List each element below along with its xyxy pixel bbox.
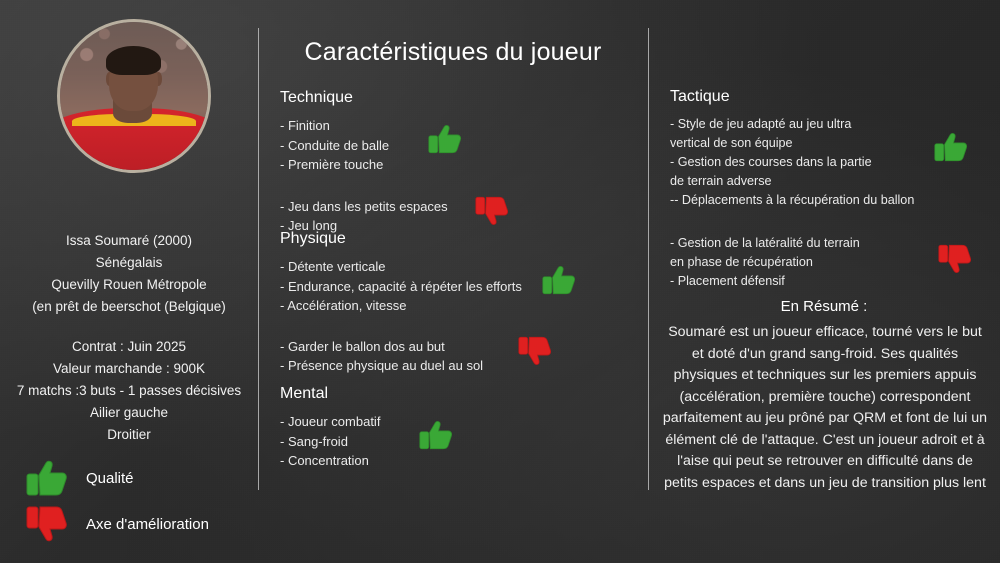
legend [26,455,256,547]
section-physique [280,230,640,376]
bullet-item: - Première touche [280,157,384,172]
section-physique-negatives [280,337,640,376]
section-technique [280,89,640,236]
thumbs-down-icon [475,196,509,226]
bullet-item: - Endurance, capacité à répéter les efforts [280,278,522,294]
section-mental-heading: Mental [280,385,329,402]
thumbs-up-icon [26,460,68,496]
section-technique-positives [280,116,640,175]
player-name: Issa Soumaré (2000) [65,233,193,248]
bullet-item: - Jeu long [280,218,338,233]
legend-row-negative [26,501,256,547]
section-tactique [670,88,1000,291]
player-foot: Droitier [107,427,151,442]
bullet-item: - Style de jeu adapté au jeu ultra [670,117,852,131]
section-tactique-negatives [670,234,1000,291]
bullet-item: - Concentration [280,453,369,468]
player-profile-column [0,0,258,563]
section-tactique-positives [670,115,1000,210]
bullet-item: de terrain adverse [670,174,772,188]
bullet-item: - Présence physique au duel au sol [280,358,484,373]
thumbs-up-icon [428,124,462,154]
player-loan: (en prêt de beerschot (Belgique) [32,299,226,314]
resume-heading: En Résumé : [780,298,868,315]
player-nationality: Sénégalais [95,255,163,270]
player-photo-image [60,22,208,170]
tactique-column [648,0,1000,563]
player-club: Quevilly Rouen Métropole [51,277,207,292]
section-mental [280,385,640,471]
bullet-item: - Garder le ballon dos au but [280,338,445,354]
page-title: Caractéristiques du joueur [304,38,602,66]
player-contract: Contrat : Juin 2025 [71,339,187,354]
bullet-item: - Finition [280,118,330,133]
legend-positive-label: Qualité [86,469,134,487]
section-tactique-heading: Tactique [670,88,730,105]
section-technique-heading: Technique [280,89,353,106]
resume-text: Soumaré est un joueur efficace, tourné vers le but et doté d'un grand sang-froid. Ses qualités physiques et techniques sur les premiers appuis (accélération, première touche) correspondent parfaitement au jeu prôné par QRM et font de lui un élément clé de l'attaque. C'est un joueur adroit et à l'aise qui peut se retrouver en difficulté dans de petits espaces et dans un jeu de transition plus lent [662,324,988,491]
thumbs-up-icon [542,265,576,295]
characteristics-column [258,0,648,563]
player-photo [57,19,211,173]
thumbs-up-icon [419,420,453,450]
bullet-item: -- Déplacements à la récupération du ballon [670,193,915,207]
legend-negative-label: Axe d'amélioration [86,515,209,533]
bullet-item: - Accélération, vitesse [280,298,407,313]
player-market-value: Valeur marchande : 900K [52,361,206,376]
player-position: Ailier gauche [89,405,169,420]
bullet-item: - Détente verticale [280,259,386,274]
bullet-item: en phase de récupération [670,255,813,269]
section-physique-heading: Physique [280,230,346,247]
bullet-item: - Conduite de balle [280,137,390,153]
player-stats: 7 matchs :3 buts - 1 passes décisives [16,383,242,398]
legend-row-positive [26,455,256,501]
thumbs-down-icon [938,244,972,274]
section-physique-positives [280,257,640,316]
thumbs-down-icon [26,506,68,542]
bullet-item: - Jeu dans les petits espaces [280,198,448,214]
bullet-item: - Joueur combatif [280,414,381,429]
bullet-item: - Sang-froid [280,433,348,449]
bullet-item: - Gestion des courses dans la partie [670,155,872,169]
thumbs-up-icon [934,132,968,162]
player-info-block [0,230,258,464]
bullet-item: - Placement défensif [670,274,785,288]
thumbs-down-icon [518,336,552,366]
photo-hair [106,46,161,76]
section-mental-positives [280,412,640,471]
bullet-item: - Gestion de la latéralité du terrain [670,236,860,250]
bullet-item: vertical de son équipe [670,136,793,150]
